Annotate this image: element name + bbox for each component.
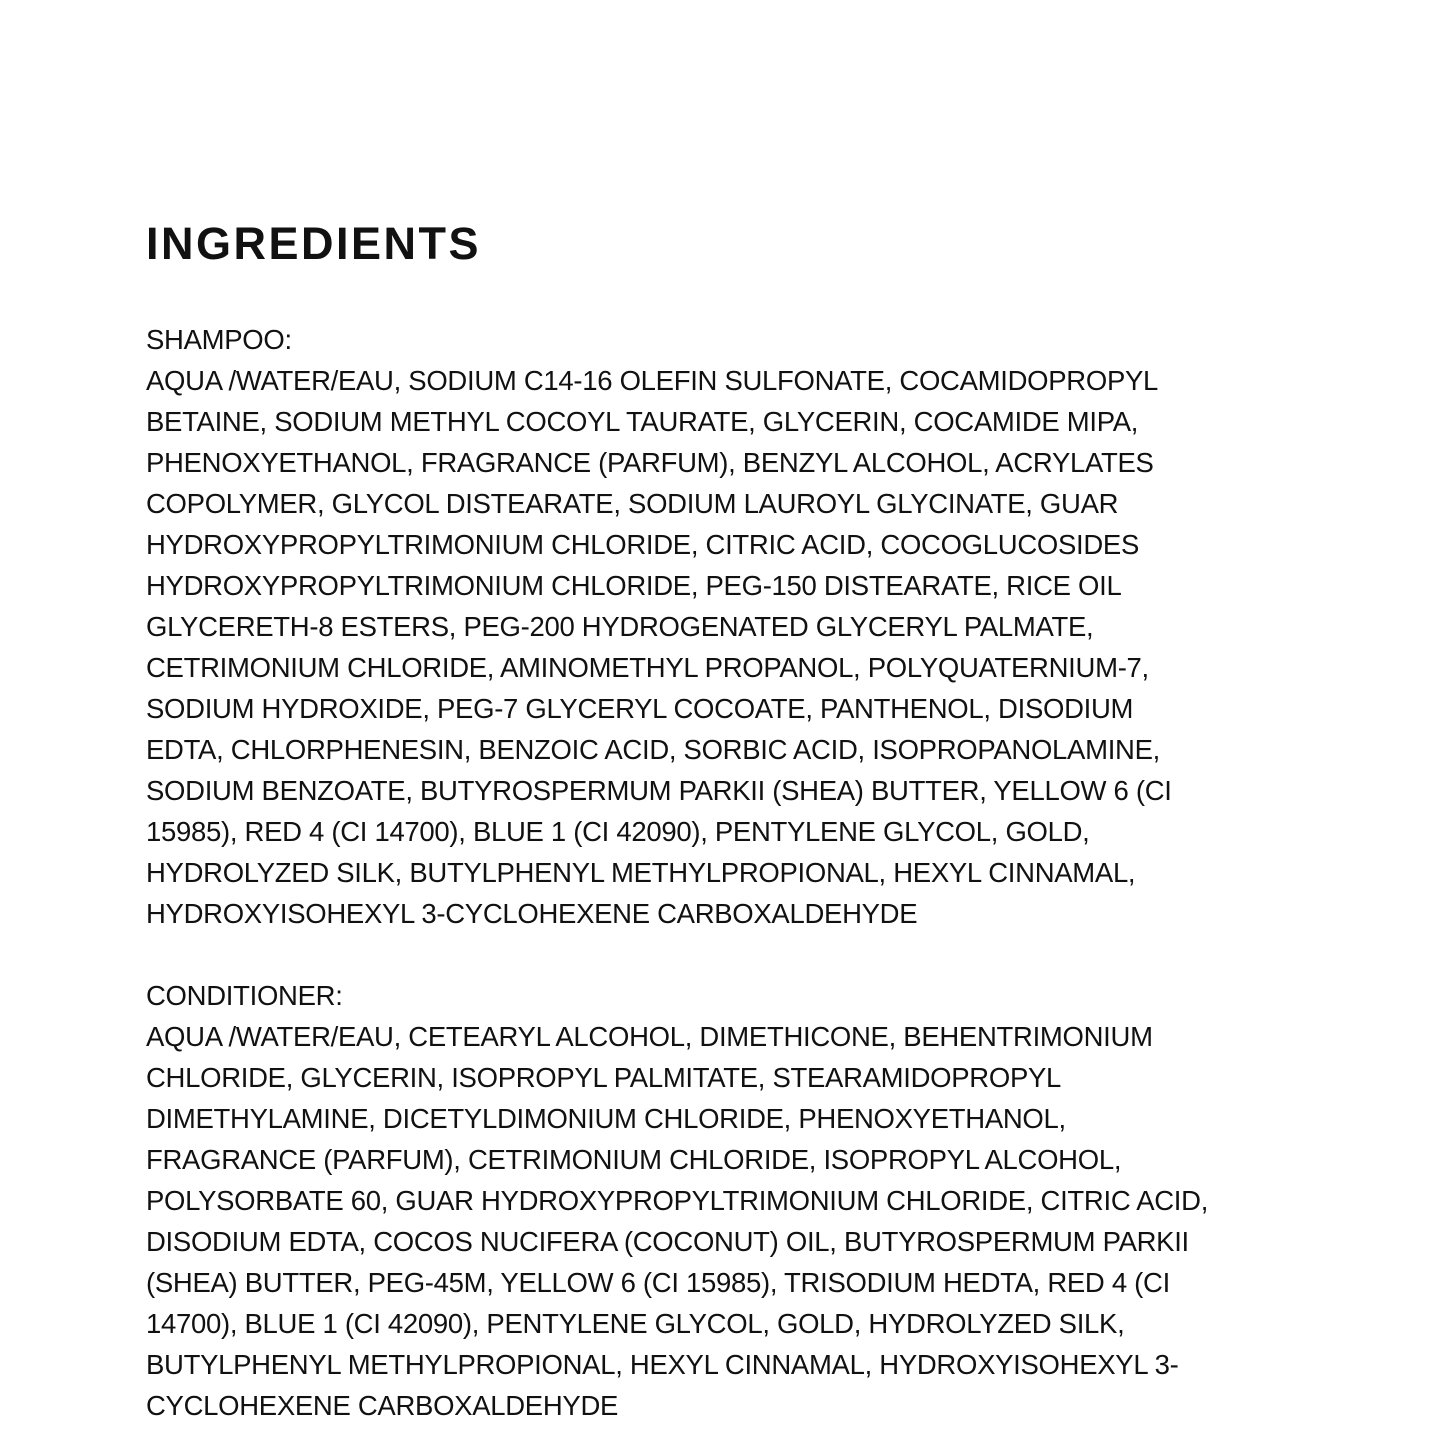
- conditioner-ingredients-text: [146, 1016, 1306, 1426]
- conditioner-ingredients-line: AQUA /WATER/EAU, CETEARYL ALCOHOL, DIMETHICONE, BEHENTRIMONIUM: [146, 1021, 1153, 1052]
- shampoo-ingredients-line: HYDROXYPROPYLTRIMONIUM CHLORIDE, PEG-150 DISTEARATE, RICE OIL: [146, 570, 1122, 601]
- conditioner-ingredients-line: CYCLOHEXENE CARBOXALDEHYDE: [146, 1390, 619, 1421]
- shampoo-label: SHAMPOO:: [146, 324, 292, 355]
- shampoo-ingredients-line: HYDROXYPROPYLTRIMONIUM CHLORIDE, CITRIC ACID, COCOGLUCOSIDES: [146, 529, 1140, 560]
- shampoo-ingredients-line: HYDROLYZED SILK, BUTYLPHENYL METHYLPROPIONAL, HEXYL CINNAMAL,: [146, 857, 1136, 888]
- conditioner-ingredients-line: (SHEA) BUTTER, PEG-45M, YELLOW 6 (CI 15985), TRISODIUM HEDTA, RED 4 (CI: [146, 1267, 1170, 1298]
- shampoo-ingredients-line: COPOLYMER, GLYCOL DISTEARATE, SODIUM LAUROYL GLYCINATE, GUAR: [146, 488, 1119, 519]
- shampoo-ingredients-line: GLYCERETH-8 ESTERS, PEG-200 HYDROGENATED GLYCERYL PALMATE,: [146, 611, 1094, 642]
- page-title: INGREDIENTS: [146, 218, 482, 269]
- shampoo-ingredients-line: CETRIMONIUM CHLORIDE, AMINOMETHYL PROPANOL, POLYQUATERNIUM-7,: [146, 652, 1149, 683]
- conditioner-ingredients-line: CHLORIDE, GLYCERIN, ISOPROPYL PALMITATE, STEARAMIDOPROPYL: [146, 1062, 1062, 1093]
- conditioner-ingredients-line: FRAGRANCE (PARFUM), CETRIMONIUM CHLORIDE, ISOPROPYL ALCOHOL,: [146, 1144, 1122, 1175]
- shampoo-section: [146, 319, 1306, 934]
- conditioner-ingredients-line: 14700), BLUE 1 (CI 42090), PENTYLENE GLYCOL, GOLD, HYDROLYZED SILK,: [146, 1308, 1125, 1339]
- conditioner-section: [146, 975, 1306, 1426]
- shampoo-ingredients-text: [146, 360, 1306, 934]
- shampoo-ingredients-line: HYDROXYISOHEXYL 3-CYCLOHEXENE CARBOXALDEHYDE: [146, 898, 918, 929]
- shampoo-ingredients-line: SODIUM HYDROXIDE, PEG-7 GLYCERYL COCOATE, PANTHENOL, DISODIUM: [146, 693, 1134, 724]
- conditioner-ingredients-line: DISODIUM EDTA, COCOS NUCIFERA (COCONUT) OIL, BUTYROSPERMUM PARKII: [146, 1226, 1189, 1257]
- ingredients-page: [146, 218, 1306, 1426]
- shampoo-ingredients-line: 15985), RED 4 (CI 14700), BLUE 1 (CI 42090), PENTYLENE GLYCOL, GOLD,: [146, 816, 1090, 847]
- conditioner-ingredients-line: DIMETHYLAMINE, DICETYLDIMONIUM CHLORIDE, PHENOXYETHANOL,: [146, 1103, 1066, 1134]
- conditioner-ingredients-line: BUTYLPHENYL METHYLPROPIONAL, HEXYL CINNAMAL, HYDROXYISOHEXYL 3-: [146, 1349, 1179, 1380]
- conditioner-ingredients-line: POLYSORBATE 60, GUAR HYDROXYPROPYLTRIMONIUM CHLORIDE, CITRIC ACID,: [146, 1185, 1209, 1216]
- shampoo-ingredients-line: PHENOXYETHANOL, FRAGRANCE (PARFUM), BENZYL ALCOHOL, ACRYLATES: [146, 447, 1154, 478]
- shampoo-ingredients-line: EDTA, CHLORPHENESIN, BENZOIC ACID, SORBIC ACID, ISOPROPANOLAMINE,: [146, 734, 1160, 765]
- conditioner-label: CONDITIONER:: [146, 980, 343, 1011]
- shampoo-ingredients-line: SODIUM BENZOATE, BUTYROSPERMUM PARKII (SHEA) BUTTER, YELLOW 6 (CI: [146, 775, 1172, 806]
- shampoo-ingredients-line: BETAINE, SODIUM METHYL COCOYL TAURATE, GLYCERIN, COCAMIDE MIPA,: [146, 406, 1139, 437]
- shampoo-ingredients-line: AQUA /WATER/EAU, SODIUM C14-16 OLEFIN SULFONATE, COCAMIDOPROPYL: [146, 365, 1159, 396]
